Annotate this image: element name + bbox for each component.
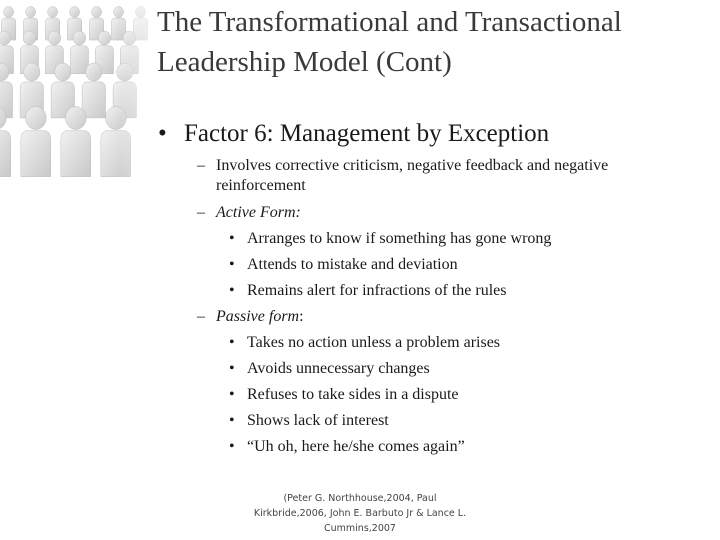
- passive-form-colon: :: [299, 308, 304, 325]
- active-item-text: Remains alert for infractions of the rules: [247, 282, 507, 299]
- intro-line-2: reinforcement: [216, 177, 306, 194]
- passive-item-text: Refuses to take sides in a dispute: [247, 386, 459, 403]
- crowd-of-people-icon: [0, 0, 160, 195]
- active-item: [229, 255, 659, 275]
- intro-item: [197, 156, 667, 196]
- passive-form-item: [197, 307, 667, 327]
- active-item-text: Arranges to know if something has gone wrong: [247, 230, 552, 247]
- dash-icon: –: [197, 157, 205, 174]
- citation-line-2: Kirkbride,2006, John E. Barbuto Jr & Lance L.: [253, 508, 467, 519]
- passive-item: [229, 359, 659, 379]
- passive-form-label: Passive form: [216, 308, 300, 325]
- bullet-icon: •: [158, 120, 167, 147]
- active-form-label: Active Form: [216, 204, 296, 221]
- title-line-1: The Transformational and Transactional: [157, 6, 622, 38]
- passive-item: [229, 411, 659, 431]
- bullet-icon: •: [229, 438, 235, 455]
- dash-icon: –: [197, 308, 205, 325]
- bullet-icon: •: [229, 334, 235, 351]
- factor-text: Factor 6: Management by Exception: [184, 120, 550, 147]
- citation-line-1: (Peter G. Northhouse,2004, Paul: [283, 493, 437, 504]
- passive-item-text: “Uh oh, here he/she comes again”: [247, 438, 465, 455]
- active-item-text: Attends to mistake and deviation: [247, 256, 458, 273]
- passive-item-text: Shows lack of interest: [247, 412, 389, 429]
- passive-item-text: Takes no action unless a problem arises: [247, 334, 501, 351]
- citation: [240, 491, 480, 536]
- passive-item: [229, 333, 659, 353]
- active-item: [229, 281, 659, 301]
- page-title: [157, 2, 717, 82]
- bullet-icon: •: [229, 256, 235, 273]
- bullet-icon: •: [229, 360, 235, 377]
- bullet-icon: •: [229, 282, 235, 299]
- bullet-icon: •: [229, 386, 235, 403]
- active-form-item: [197, 203, 667, 223]
- passive-item: [229, 437, 659, 457]
- passive-item-text: Avoids unnecessary changes: [247, 360, 430, 377]
- bullet-icon: •: [229, 230, 235, 247]
- active-item: [229, 229, 659, 249]
- active-form-colon: :: [295, 204, 301, 221]
- passive-item: [229, 385, 659, 405]
- bullet-icon: •: [229, 412, 235, 429]
- title-line-2: Leadership Model (Cont): [157, 46, 452, 78]
- intro-line-1: Involves corrective criticism, negative feedback and negative: [216, 157, 609, 174]
- dash-icon: –: [197, 204, 205, 221]
- citation-line-3: Cummins,2007: [324, 523, 396, 534]
- factor-heading: [158, 118, 549, 150]
